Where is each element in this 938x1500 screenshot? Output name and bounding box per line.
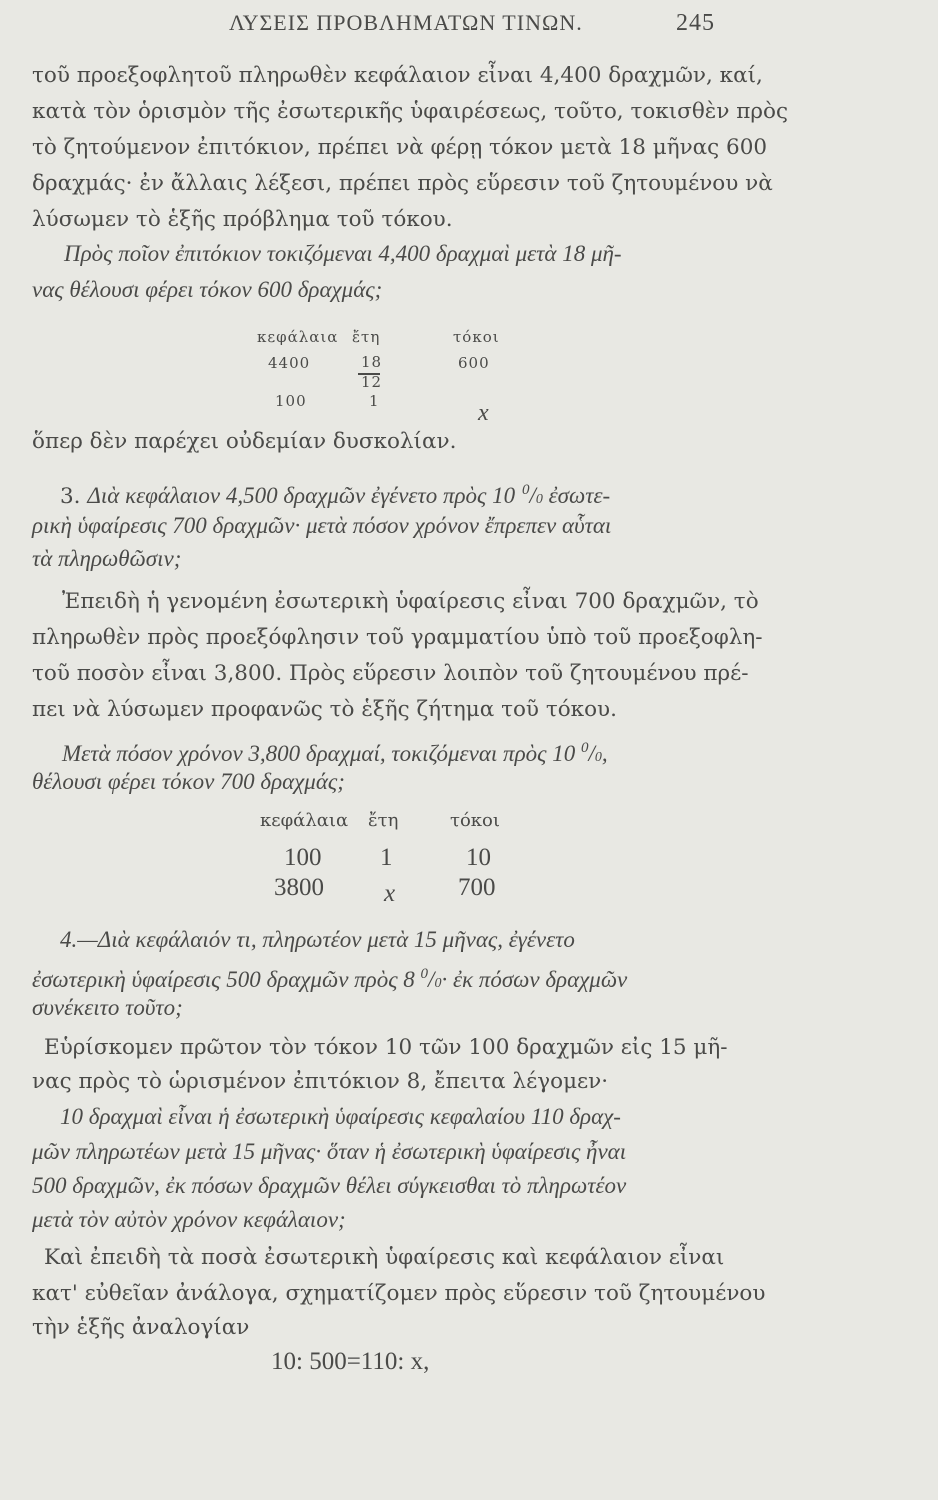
problem-3-line: τὰ πληρωθῶσιν; <box>32 546 182 571</box>
table-cell: 4400 <box>268 354 311 372</box>
text-line: νας πρὸς τὸ ὡρισμένον ἐπιτόκιον 8, ἔπειτα λέγομεν· <box>32 1069 609 1094</box>
column-header: ἔτη <box>352 328 381 346</box>
text-line: τὴν ἑξῆς ἀναλογίαν <box>32 1315 250 1340</box>
text-line: τοῦ ποσὸν εἶναι 3,800. Πρὸς εὕρεσιν λοιπὸν τοῦ ζητουμένου πρέ- <box>32 661 749 686</box>
question-line: θέλουσι φέρει τόκον 700 δραχμάς; <box>32 769 345 794</box>
proportion-equation: 10: 500=110: x, <box>271 1348 430 1375</box>
text-line: δραχμάς· ἐν ἄλλαις λέξεσι, πρέπει πρὸς εὕρεσιν τοῦ ζητουμένου νὰ <box>32 171 773 196</box>
table-cell: 100 <box>284 844 322 871</box>
unknown-variable: x <box>384 880 396 907</box>
text-line: πληρωθὲν πρὸς προεξόφλησιν τοῦ γραμματίου ὑπὸ τοῦ προεξοφλη- <box>32 625 763 650</box>
column-header: ἔτη <box>368 810 399 831</box>
text-line: Ἐπειδὴ ἡ γενομένη ἐσωτερικὴ ὑφαίρεσις εἶναι 700 δραχμῶν, τὸ <box>62 589 759 614</box>
text-line: τοῦ προεξοφλητοῦ πληρωθὲν κεφάλαιον εἶναι 4,400 δραχμῶν, καί, <box>32 63 763 88</box>
text-line: τὸ ζητούμενον ἐπιτόκιον, πρέπει νὰ φέρῃ τόκον μετὰ 18 μῆνας 600 <box>32 135 768 160</box>
table-cell: 100 <box>275 392 307 410</box>
text-line: Καὶ ἐπειδὴ τὰ ποσὰ ἐσωτερικὴ ὑφαίρεσις καὶ κεφάλαιον εἶναι <box>44 1245 725 1270</box>
running-header <box>0 6 938 36</box>
fraction-numerator: 18 <box>361 353 383 371</box>
problem-4-line: ἐσωτερικὴ ὑφαίρεσις 500 δραχμῶν πρὸς 8 $^0$/0· ἐκ πόσων δραχμῶν <box>32 966 628 992</box>
text-line: Εὑρίσκομεν πρῶτον τὸν τόκον 10 τῶν 100 δραχμῶν εἰς 15 μῆ- <box>44 1035 728 1060</box>
column-header: τόκοι <box>453 328 500 346</box>
table-cell: 1 <box>369 392 380 410</box>
italic-line: μετὰ τὸν αὐτὸν χρόνον κεφάλαιον; <box>32 1207 346 1232</box>
running-title: ΛΥΣΕΙΣ ΠΡΟΒΛΗΜΑΤΩΝ ΤΙΝΩΝ. <box>229 10 583 35</box>
problem-3-line: ρικὴ ὑφαίρεσις 700 δραχμῶν· μετὰ πόσον χρόνον ἔπρεπεν αὗται <box>32 513 612 538</box>
text-line: κατὰ τὸν ὁρισμὸν τῆς ἐσωτερικῆς ὑφαιρέσεως, τοῦτο, τοκισθὲν πρὸς <box>32 99 788 124</box>
table-cell: 10 <box>466 844 491 871</box>
table-cell: 600 <box>458 354 490 372</box>
problem-4-line: 4.—Διὰ κεφάλαιόν τι, πληρωτέον μετὰ 15 μῆνας, ἐγένετο <box>60 927 575 952</box>
column-header: κεφάλαια <box>260 810 349 831</box>
column-header: τόκοι <box>450 810 500 831</box>
fraction-denominator: 12 <box>361 373 383 391</box>
table-cell: 3800 <box>274 874 324 901</box>
table-cell: 1 <box>380 844 393 871</box>
problem-4-line: συνέκειτο τοῦτο; <box>32 995 183 1020</box>
column-header: κεφάλαια <box>257 328 339 346</box>
text-line: ὅπερ δὲν παρέχει οὐδεμίαν δυσκολίαν. <box>32 429 457 454</box>
problem-3-line: 3. Διὰ κεφάλαιον 4,500 δραχμῶν ἐγένετο πρὸς 10 $^0$/0 ἐσωτε- <box>60 482 611 509</box>
italic-line: μῶν πληρωτέων μετὰ 15 μῆνας· ὅταν ἡ ἐσωτερικὴ ὑφαίρεσις ἦναι <box>32 1139 627 1164</box>
unknown-variable: x <box>478 400 490 426</box>
page-number: 245 <box>676 10 715 36</box>
table-cell: 700 <box>458 874 496 901</box>
italic-line: 10 δραχμαὶ εἶναι ἡ ἐσωτερικὴ ὑφαίρεσις κεφαλαίου 110 δραχ- <box>60 1104 621 1129</box>
text-line: κατ' εὐθεῖαν ἀνάλογα, σχηματίζομεν πρὸς εὕρεσιν τοῦ ζητουμένου <box>32 1281 766 1306</box>
question-line: Μετὰ πόσον χρόνον 3,800 δραχμαί, τοκιζόμεναι πρὸς 10 $^0$/0, <box>62 740 608 766</box>
text-line: λύσωμεν τὸ ἑξῆς πρόβλημα τοῦ τόκου. <box>32 207 453 232</box>
question-line: Πρὸς ποῖον ἐπιτόκιον τοκιζόμεναι 4,400 δραχμαὶ μετὰ 18 μῆ- <box>64 241 622 266</box>
question-line: νας θέλουσι φέρει τόκον 600 δραχμάς; <box>32 277 383 302</box>
italic-line: 500 δραχμῶν, ἐκ πόσων δραχμῶν θέλει σύγκεισθαι τὸ πληρωτέον <box>32 1173 627 1198</box>
text-line: πει νὰ λύσωμεν προφανῶς τὸ ἑξῆς ζήτημα τοῦ τόκου. <box>32 697 617 722</box>
